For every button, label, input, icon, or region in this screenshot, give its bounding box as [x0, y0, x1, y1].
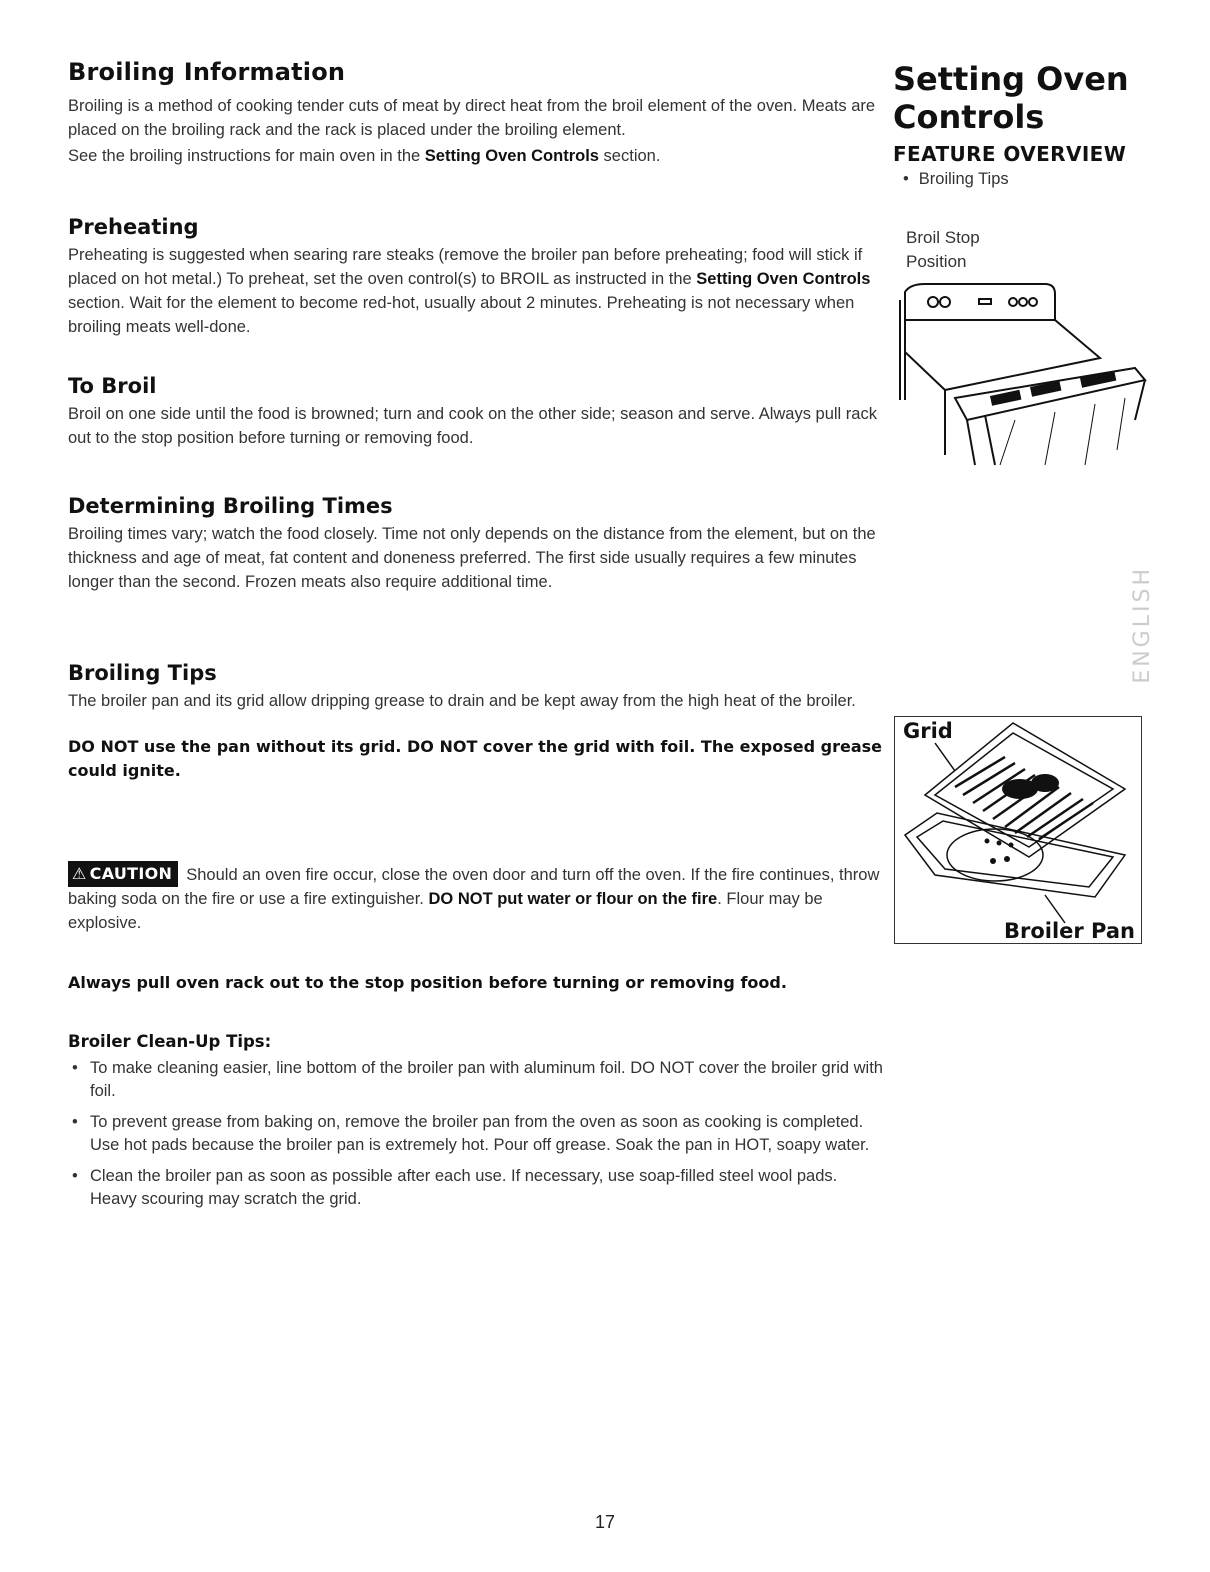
caution-block	[68, 861, 883, 935]
cleanup-list	[68, 1057, 883, 1211]
broiling-times-heading: Determining Broiling Times	[68, 494, 393, 518]
preheating-section	[68, 215, 883, 339]
cleanup-tips-section	[68, 1032, 883, 1219]
broiling-tips-text: The broiler pan and its grid allow dripping grease to drain and be kept away from the high heat of the broiler.	[68, 692, 856, 710]
page-number: 17	[594, 1512, 616, 1532]
intro-paragraph: Broiling is a method of cooking tender cuts of meat by direct heat from the broil element of the oven. Meats are placed on the broiling rack and the rack is placed under the broiling element.	[68, 97, 876, 139]
cleanup-heading: Broiler Clean-Up Tips:	[68, 1032, 272, 1051]
broiling-times-text: Broiling times vary; watch the food closely. Time not only depends on the distance from the element, but on the thickness and age of meat, fat content and doneness preferred. The first side usually requires a few minutes longer than the second. Frozen meats also require additional time.	[68, 525, 876, 591]
feature-overview-heading: FEATURE OVERVIEW	[893, 142, 1127, 166]
always-pull-note: Always pull oven rack out to the stop position before turning or removing food.	[68, 973, 787, 992]
feature-item: • Broiling Tips	[903, 170, 1009, 189]
list-item: • To prevent grease from baking on, remove the broiler pan from the oven as soon as cooking is completed. Use hot pads because the broiler pan is extremely hot. Pour off grease. Soak the pan in HOT, soapy water.	[68, 1111, 883, 1157]
to-broil-section	[68, 374, 883, 450]
list-item: • Clean the broiler pan as soon as possible after each use. If necessary, use soap-filled steel wool pads. Heavy scouring may scratch the grid.	[68, 1165, 883, 1211]
broiling-times-section	[68, 494, 883, 594]
oven-broil-stop-illustration	[895, 280, 1155, 470]
preheating-text: Preheating is suggested when searing rare steaks (remove the broiler pan before preheating; food will stick if placed on hot metal.) To preheat, set the oven control(s) to BROIL as instructed in the Setting Oven Controls section. Wait for the element to become red-hot, usually about 2 minutes. Preheating is not necessary when broiling meats well-done.	[68, 246, 871, 336]
preheating-heading: Preheating	[68, 215, 199, 239]
warning-triangle-icon: ⚠	[72, 864, 87, 883]
broiler-pan-illustration	[895, 717, 1141, 943]
chapter-title: Setting Oven Controls	[893, 60, 1129, 136]
caution-badge: ⚠ CAUTION	[68, 861, 178, 887]
list-item: • To make cleaning easier, line bottom of the broiler pan with aluminum foil. DO NOT cover the broiler grid with foil.	[68, 1057, 883, 1103]
section-title: Broiling Information	[68, 58, 346, 86]
broiling-tips-section	[68, 661, 883, 783]
intro-reference: See the broiling instructions for main oven in the Setting Oven Controls section.	[68, 147, 661, 165]
grid-warning: DO NOT use the pan without its grid. DO NOT cover the grid with foil. The exposed grease could ignite.	[68, 737, 883, 780]
caution-text: ⚠ CAUTION Should an oven fire occur, close the oven door and turn off the oven. If the fire continues, throw baking soda on the fire or use a fire extinguisher. DO NOT put water or flour on the fire. Flour may be explosive.	[68, 861, 883, 935]
broiling-tips-heading: Broiling Tips	[68, 661, 217, 685]
grid-label: Grid	[903, 719, 953, 743]
broil-stop-label: Broil Stop Position	[906, 228, 980, 271]
to-broil-heading: To Broil	[68, 374, 157, 398]
broiler-pan-figure	[894, 716, 1142, 944]
broiling-information-section	[68, 58, 883, 168]
broiler-pan-label: Broiler Pan	[1003, 919, 1135, 943]
to-broil-text: Broil on one side until the food is browned; turn and cook on the other side; season and serve. Always pull rack out to the stop position before turning or removing food.	[68, 405, 877, 447]
language-side-tab: ENGLISH	[1130, 566, 1155, 684]
